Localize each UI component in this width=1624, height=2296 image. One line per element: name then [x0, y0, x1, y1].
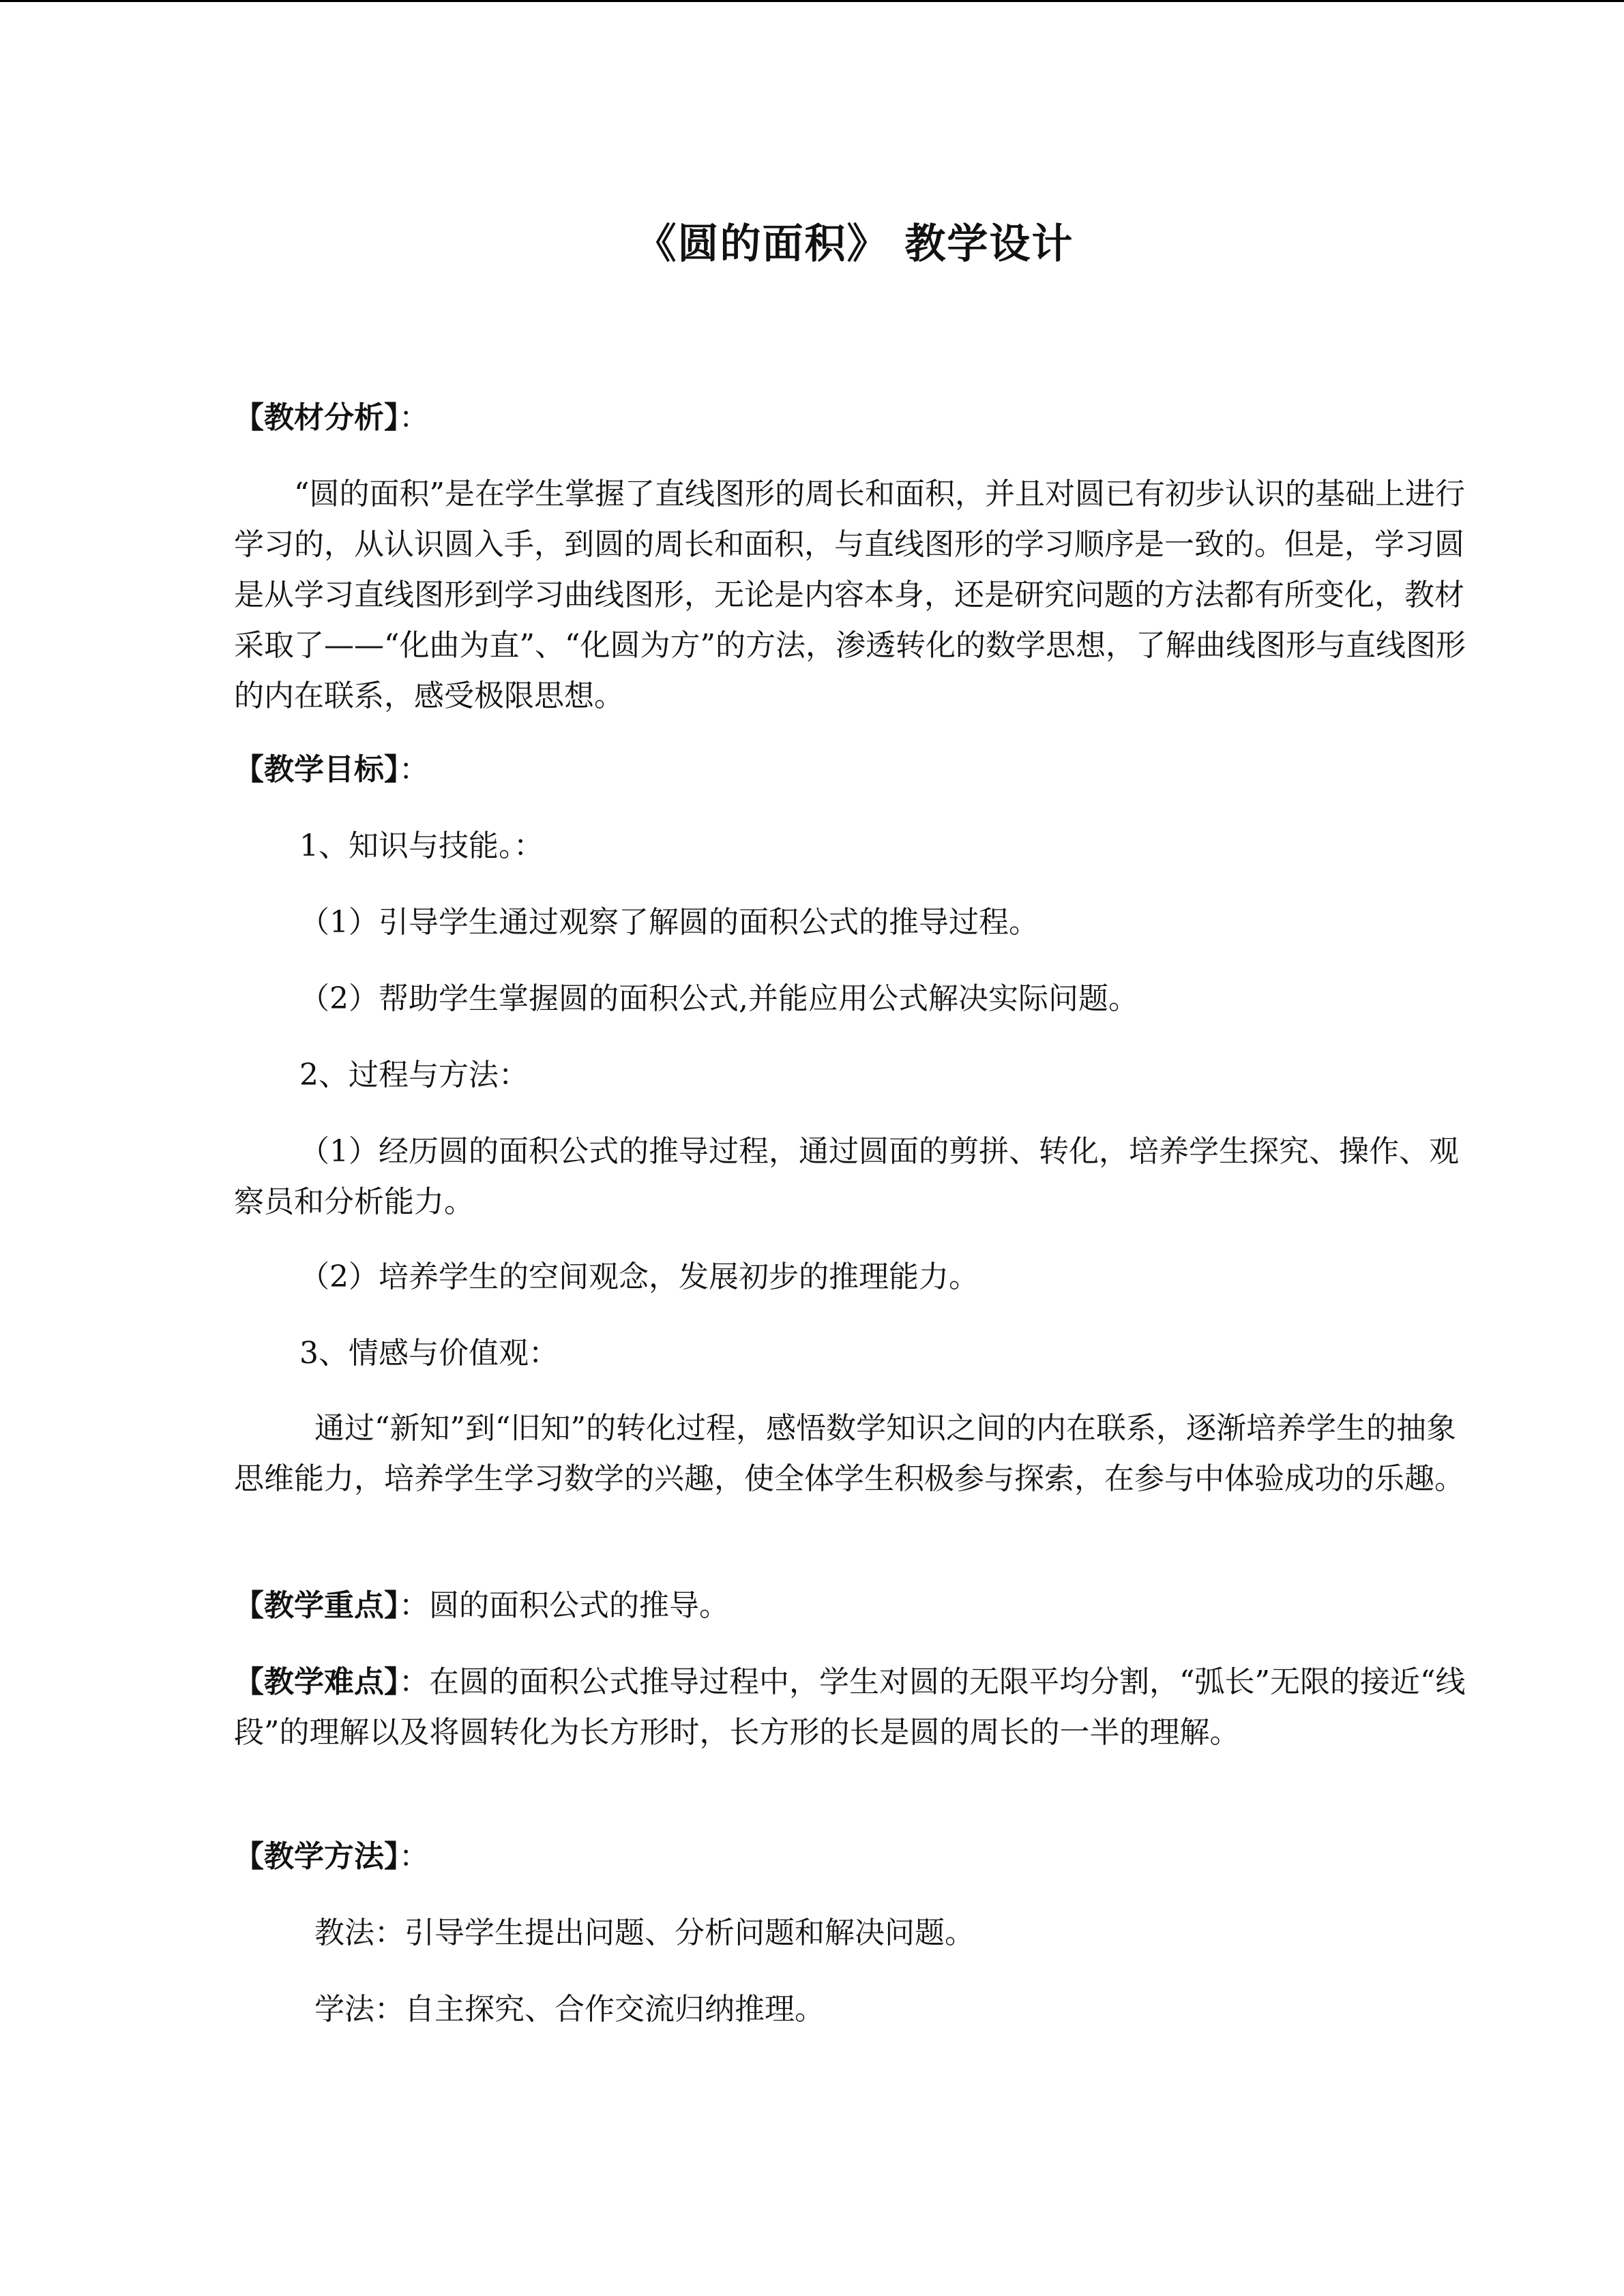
section-difficulty: [234, 1657, 1475, 1758]
section-key-point: [234, 1581, 1475, 1631]
heading-colon: ：: [399, 1839, 429, 1874]
key-point-text: ：圆的面积公式的推导。: [399, 1588, 729, 1623]
goal1-title: 1、知识与技能。：: [299, 829, 544, 863]
difficulty-text: ：在圆的面积公式推导过程中，学生对圆的无限平均分割，“弧长”无限的接近“线段”的理解以及将圆转化为长方形时，长方形的长是圆的周长的一半的理解。: [234, 1665, 1466, 1750]
heading-text: 【教学方法】: [234, 1839, 399, 1874]
section-heading-method: [234, 1832, 1475, 1882]
document-title: 《圆的面积》 教学设计: [635, 220, 1074, 268]
heading-text: 【教材分析】: [234, 400, 399, 435]
method-teaching: 教法：引导学生提出问题、分析问题和解决问题。: [314, 1915, 975, 1950]
goal1-item2: （2）帮助学生掌握圆的面积公式,并能应用公式解决实际问题。: [299, 981, 1138, 1016]
heading-text: 【教学目标】: [234, 752, 399, 787]
section-heading-goals: [234, 745, 1475, 795]
goal3-title: 3、情感与价值观：: [299, 1336, 559, 1371]
goal3-paragraph: 通过“新知”到“旧知”的转化过程，感悟数学知识之间的内在联系，逐渐培养学生的抽象思维能力，培养学生学习数学的兴趣，使全体学生积极参与探索，在参与中体验成功的乐趣。: [234, 1411, 1464, 1496]
method-learning: 学法：自主探究、合作交流归纳推理。: [314, 1992, 825, 2027]
goal2-item2: （2）培养学生的空间观念，发展初步的推理能力。: [299, 1259, 979, 1294]
material-paragraph: “圆的面积”是在学生掌握了直线图形的周长和面积，并且对圆已有初步认识的基础上进行学习的，从认识圆入手，到圆的周长和面积，与直线图形的学习顺序是一致的。但是，学习圆是从学习直线图形到学习曲线图形，无论是内容本身，还是研究问题的方法都有所变化，教材采取了——“化曲为直”、“化圆为方”的方法，渗透转化的数学思想，了解曲线图形与直线图形的内在联系，感受极限思想。: [234, 477, 1466, 713]
heading-colon: ：: [399, 752, 429, 787]
goal2-item1: （1）经历圆的面积公式的推导过程，通过圆面的剪拼、转化，培养学生探究、操作、观察员和分析能力。: [234, 1134, 1459, 1219]
heading-colon: ：: [399, 400, 429, 435]
goal1-item1: （1）引导学生通过观察了解圆的面积公式的推导过程。: [299, 905, 1039, 940]
heading-text: 【教学重点】: [234, 1588, 399, 1623]
top-border: [0, 0, 1624, 2]
goal2-title: 2、过程与方法：: [299, 1058, 529, 1092]
heading-text: 【教学难点】: [234, 1665, 399, 1699]
section-heading-material: [234, 393, 1475, 443]
